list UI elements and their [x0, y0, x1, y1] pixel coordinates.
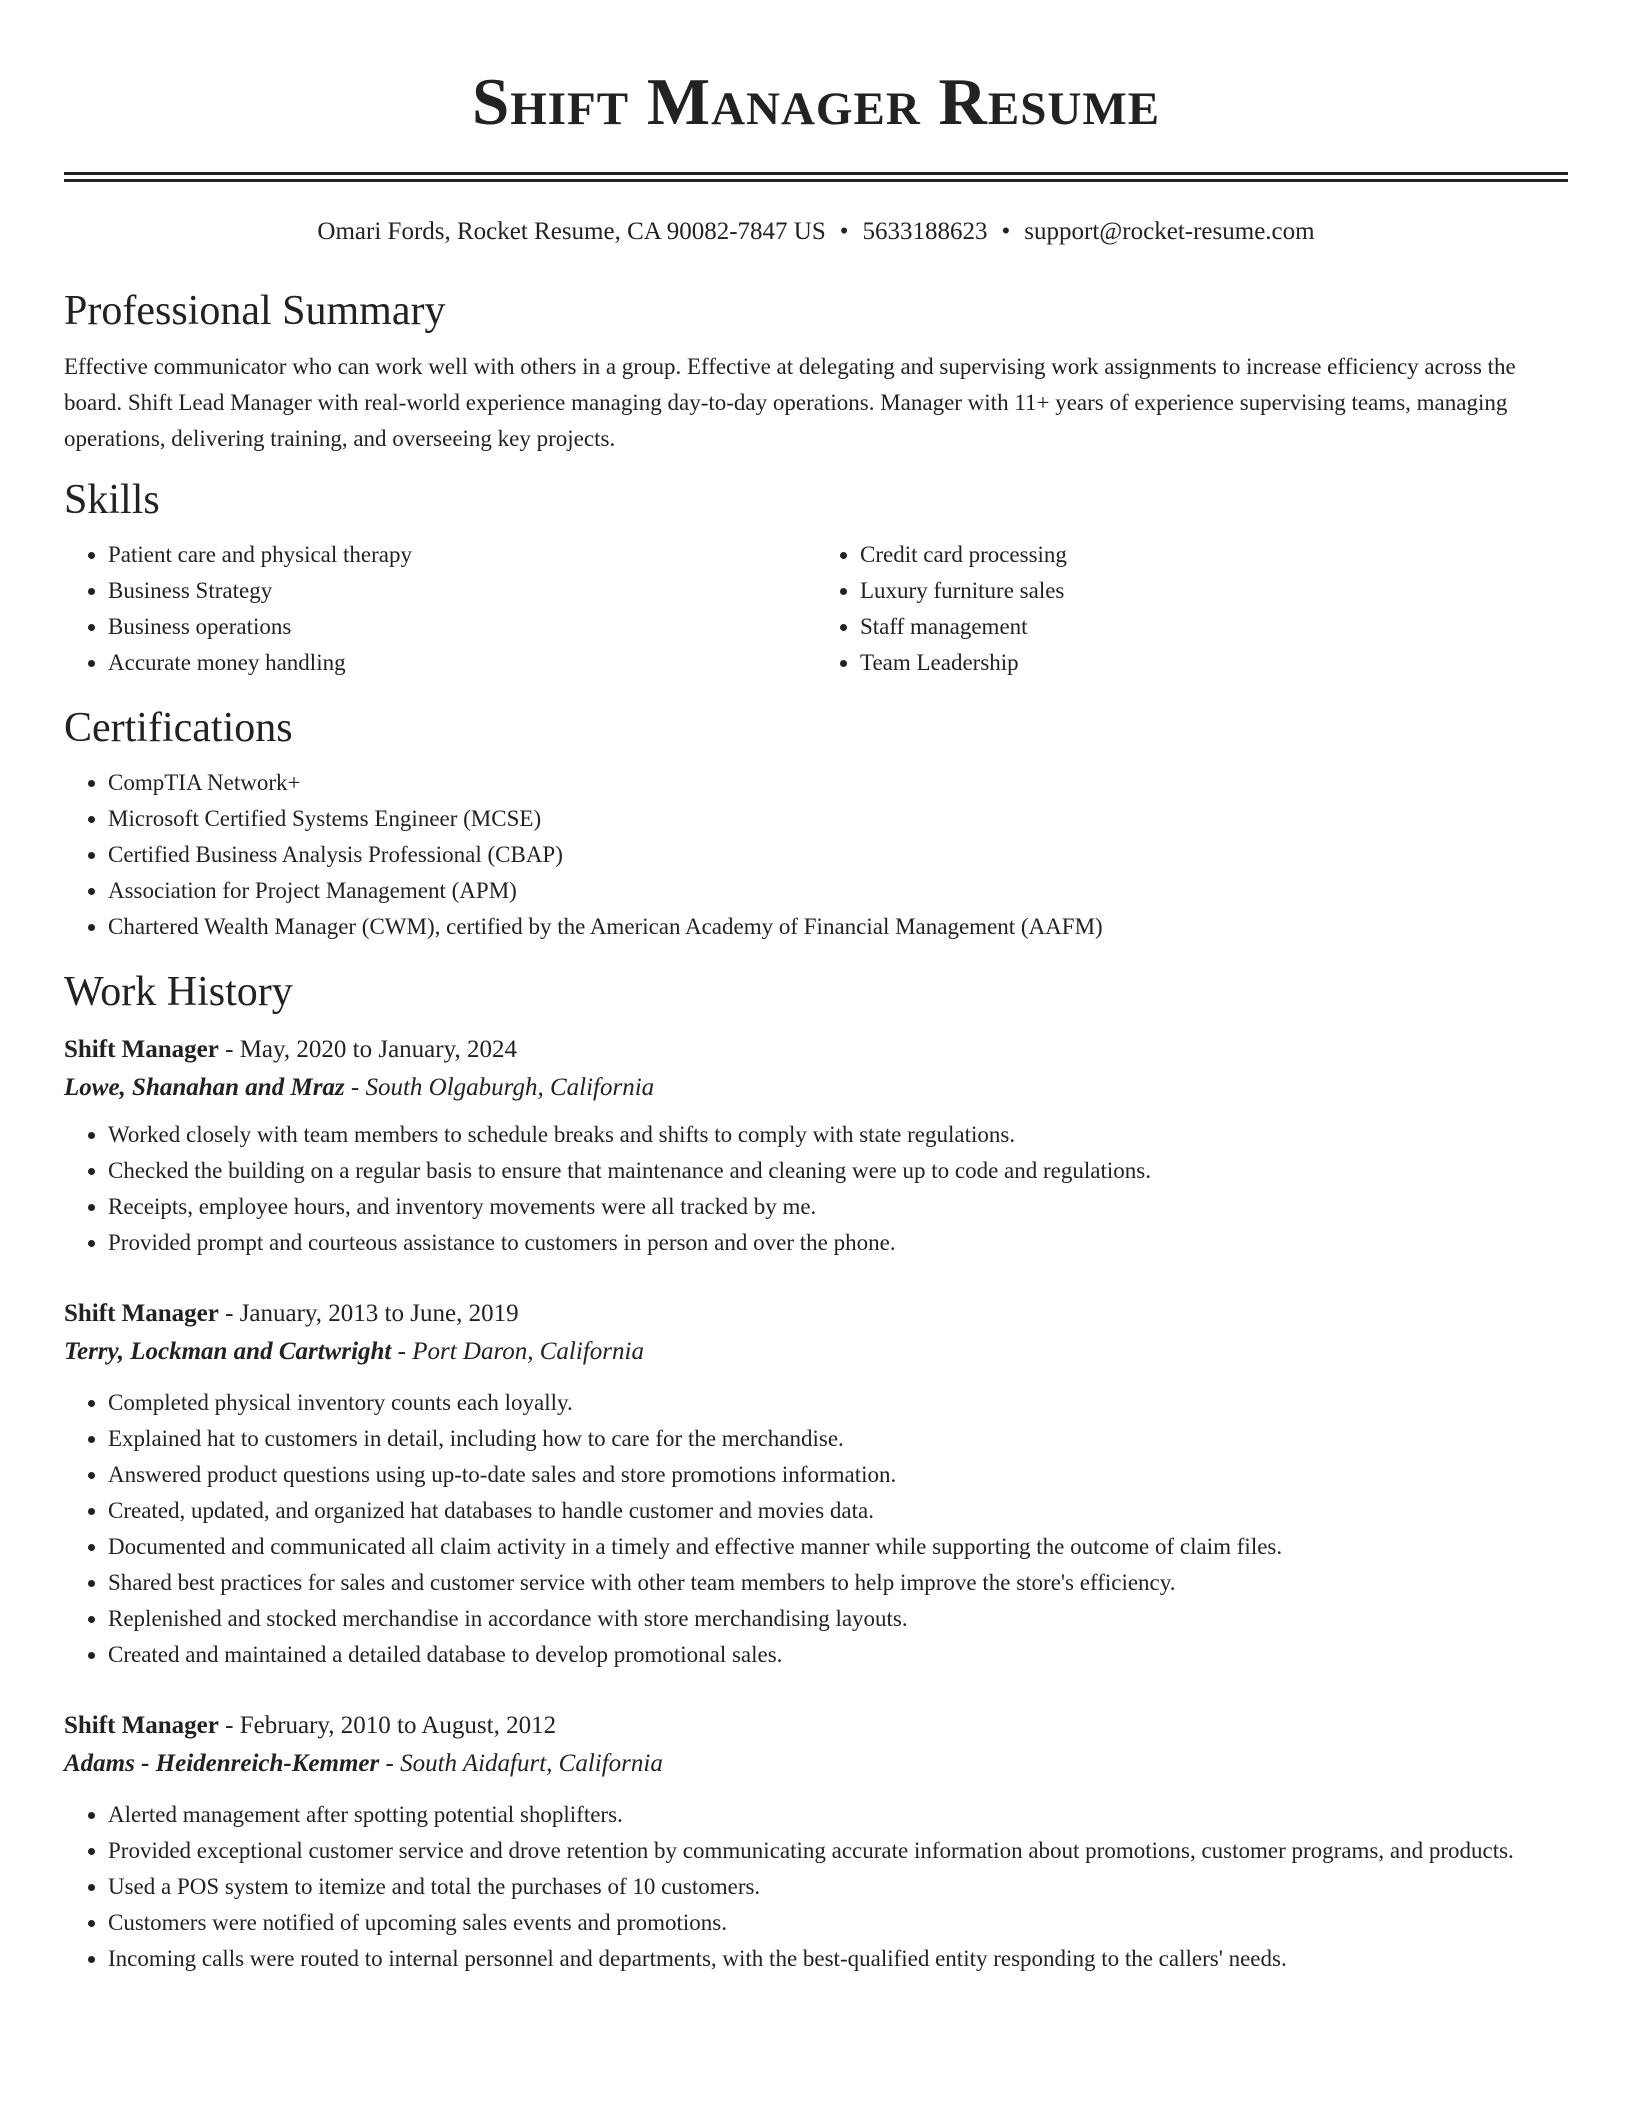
- skills-column-left: [64, 537, 816, 681]
- contact-separator: •: [839, 218, 849, 245]
- skill-item: • Team Leadership: [860, 645, 1568, 681]
- job-location: Port Daron, California: [412, 1338, 644, 1365]
- job-duties: [64, 1117, 1568, 1261]
- job-duty-item: • Completed physical inventory counts each loyally.: [108, 1385, 1568, 1421]
- job-duty-item: • Explained hat to customers in detail, including how to care for the merchandise.: [108, 1421, 1568, 1457]
- job-company-line: Lowe, Shanahan and Mraz - South Olgaburgh, California: [64, 1074, 655, 1101]
- job-duty-item: • Incoming calls were routed to internal personnel and departments, with the best-qualified entity responding to the callers' needs.: [108, 1941, 1568, 1977]
- job-duty-item: • Receipts, employee hours, and inventory movements were all tracked by me.: [108, 1189, 1568, 1225]
- skill-item: • Business Strategy: [108, 573, 816, 609]
- job-company: Adams - Heidenreich-Kemmer: [64, 1750, 380, 1777]
- skill-item: • Staff management: [860, 609, 1568, 645]
- skill-item: • Business operations: [108, 609, 816, 645]
- job-header: Shift Manager - February, 2010 to August, 2012: [64, 1712, 557, 1739]
- skills-heading: Skills: [64, 477, 160, 523]
- job-duty-item: • Documented and communicated all claim activity in a timely and effective manner while supporting the outcome of claim files.: [108, 1529, 1568, 1565]
- job-duty-item: • Worked closely with team members to schedule breaks and shifts to comply with state regulations.: [108, 1117, 1568, 1153]
- certification-item: • Association for Project Management (APM): [108, 873, 1568, 909]
- title-divider: [64, 172, 1568, 182]
- job-duty-item: • Customers were notified of upcoming sales events and promotions.: [108, 1905, 1568, 1941]
- job-duty-item: • Created and maintained a detailed database to develop promotional sales.: [108, 1637, 1568, 1673]
- certification-item: • Chartered Wealth Manager (CWM), certified by the American Academy of Financial Management (AAFM): [108, 909, 1568, 945]
- contact-line: [64, 216, 1568, 248]
- job-header: Shift Manager - January, 2013 to June, 2019: [64, 1300, 519, 1327]
- contact-email[interactable]: support@rocket-resume.com: [1024, 218, 1315, 245]
- contact-separator: •: [1001, 218, 1011, 245]
- job-duty-item: • Shared best practices for sales and customer service with other team members to help improve the store's efficiency.: [108, 1565, 1568, 1601]
- skills-column-right: [816, 537, 1568, 681]
- certification-item: • Microsoft Certified Systems Engineer (MCSE): [108, 801, 1568, 837]
- job-duty-item: • Created, updated, and organized hat databases to handle customer and movies data.: [108, 1493, 1568, 1529]
- job-entry: [64, 1031, 1568, 1261]
- certifications-heading: Certifications: [64, 705, 293, 751]
- job-dates: February, 2010 to August, 2012: [239, 1712, 557, 1739]
- job-duty-item: • Replenished and stocked merchandise in accordance with store merchandising layouts.: [108, 1601, 1568, 1637]
- job-duty-item: • Answered product questions using up-to-date sales and store promotions information.: [108, 1457, 1568, 1493]
- page-title: Shift Manager Resume: [471, 65, 1161, 139]
- job-role: Shift Manager: [64, 1300, 219, 1327]
- skill-item: • Credit card processing: [860, 537, 1568, 573]
- job-dates: January, 2013 to June, 2019: [239, 1300, 519, 1327]
- job-company: Lowe, Shanahan and Mraz: [64, 1074, 345, 1101]
- job-dates: May, 2020 to January, 2024: [239, 1036, 517, 1063]
- job-duty-item: • Used a POS system to itemize and total the purchases of 10 customers.: [108, 1869, 1568, 1905]
- job-duty-item: • Provided prompt and courteous assistance to customers in person and over the phone.: [108, 1225, 1568, 1261]
- job-company: Terry, Lockman and Cartwright: [64, 1338, 392, 1365]
- job-location: South Aidafurt, California: [400, 1750, 663, 1777]
- job-entry: [64, 1295, 1568, 1673]
- contact-address: Omari Fords, Rocket Resume, CA 90082-7847 US: [317, 218, 826, 245]
- job-header: Shift Manager - May, 2020 to January, 2024: [64, 1036, 517, 1063]
- job-role: Shift Manager: [64, 1712, 219, 1739]
- work-history-heading: Work History: [64, 969, 293, 1015]
- job-company-line: Adams - Heidenreich-Kemmer - South Aidafurt, California: [64, 1750, 663, 1777]
- job-duties: [64, 1797, 1568, 1977]
- job-entry: [64, 1707, 1568, 1977]
- skills-list: [64, 537, 1568, 681]
- contact-phone: 5633188623: [862, 218, 988, 245]
- job-company-line: Terry, Lockman and Cartwright - Port Daron, California: [64, 1338, 644, 1365]
- certification-item: • Certified Business Analysis Professional (CBAP): [108, 837, 1568, 873]
- job-duty-item: • Checked the building on a regular basis to ensure that maintenance and cleaning were up to code and regulations.: [108, 1153, 1568, 1189]
- certifications-list: [64, 765, 1568, 945]
- job-duty-item: • Alerted management after spotting potential shoplifters.: [108, 1797, 1568, 1833]
- skill-item: • Luxury furniture sales: [860, 573, 1568, 609]
- summary-text: Effective communicator who can work well with others in a group. Effective at delegating and supervising work assignments to increase efficiency across the board. Shift Lead Manager with real-world experience managing day-to-day operations. Manager with 11+ years of experience supervising teams, managing operations, delivering training, and overseeing key projects.: [64, 354, 1516, 451]
- job-location: South Olgaburgh, California: [365, 1074, 655, 1101]
- certification-item: • CompTIA Network+: [108, 765, 1568, 801]
- skill-item: • Patient care and physical therapy: [108, 537, 816, 573]
- summary-heading: Professional Summary: [64, 288, 446, 334]
- job-role: Shift Manager: [64, 1036, 219, 1063]
- skill-item: • Accurate money handling: [108, 645, 816, 681]
- job-duties: [64, 1385, 1568, 1673]
- job-duty-item: • Provided exceptional customer service and drove retention by communicating accurate information about promotions, customer programs, and products.: [108, 1833, 1568, 1869]
